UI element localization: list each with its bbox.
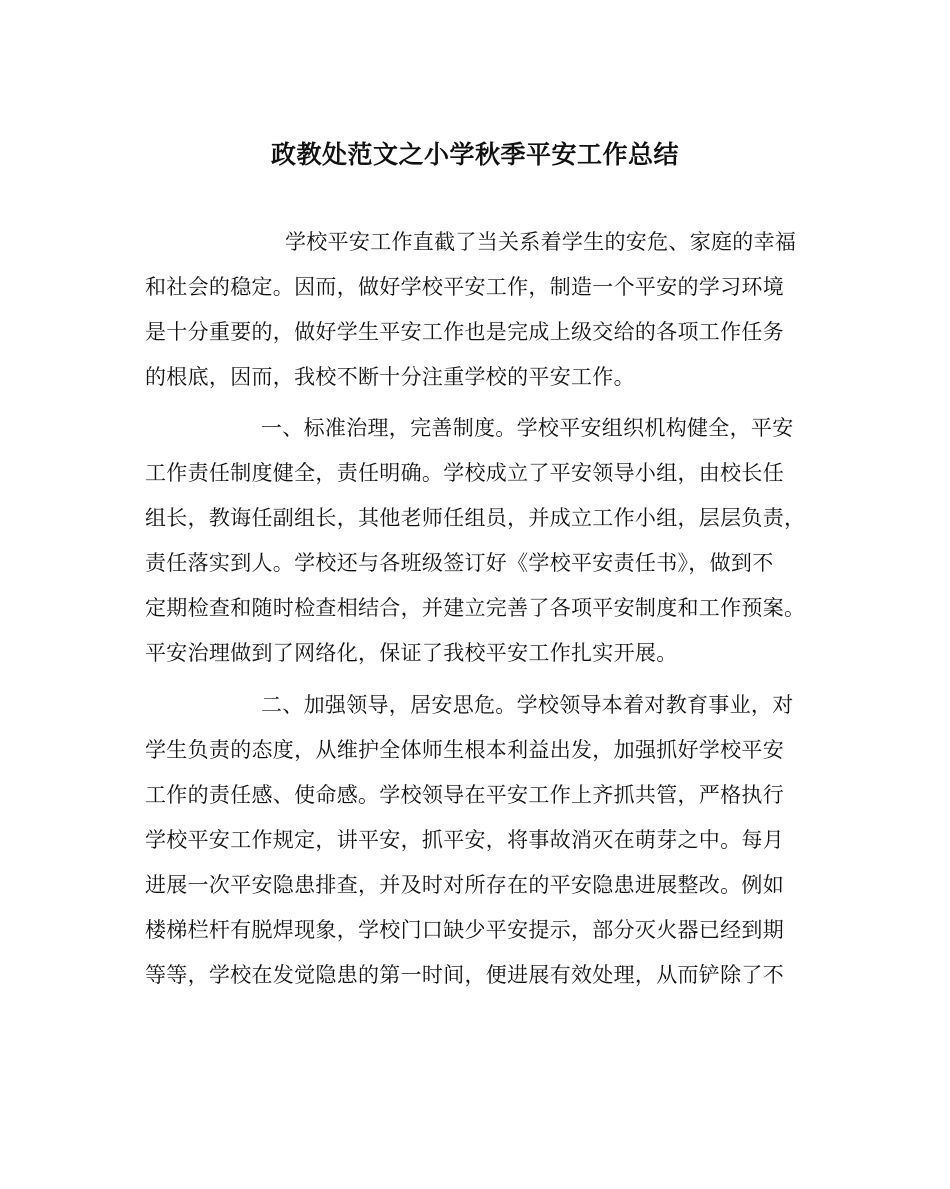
paragraph-line: 是十分重要的，做好学生平安工作也是完成上级交给的各项工作任务: [145, 320, 784, 344]
paragraph-line: 定期检查和随时检查相结合，并建立完善了各项平安制度和工作预案。: [145, 596, 806, 620]
paragraph-line: 的根底，因而，我校不断十分注重学校的平安工作。: [145, 365, 635, 389]
paragraph-line: 学生负责的态度，从维护全体师生根本利益出发，加强抓好学校平安: [145, 738, 784, 762]
paragraph-line: 工作的责任感、使命感。学校领导在平安工作上齐抓共管，严格执行: [145, 783, 784, 807]
paragraph-line: 平安治理做到了网络化，保证了我校平安工作扎实开展。: [145, 641, 678, 665]
paragraph-line: 和社会的稳定。因而，做好学校平安工作，制造一个平安的学习环境: [145, 275, 784, 299]
paragraph-line: 等等，学校在发觉隐患的第一时间，便进展有效处理，从而铲除了不: [145, 963, 784, 987]
paragraph-line: 二、加强领导，居安思危。学校领导本着对教育事业，对: [261, 693, 794, 717]
paragraph-line: 楼梯栏杆有脱焊现象，学校门口缺少平安提示，部分灭火器已经到期: [145, 918, 784, 942]
paragraph-line: 进展一次平安隐患排查，并及时对所存在的平安隐患进展整改。例如: [145, 873, 784, 897]
paragraph-line: 一、标准治理，完善制度。学校平安组织机构健全，平安: [261, 416, 794, 440]
paragraph-line: 学校平安工作直截了当关系着学生的安危、家庭的幸福: [285, 230, 797, 254]
document-title: 政教处范文之小学秋季平安工作总结: [270, 140, 679, 169]
paragraph-line: 工作责任制度健全，责任明确。学校成立了平安领导小组，由校长任: [145, 461, 784, 485]
paragraph-line: 学校平安工作规定，讲平安，抓平安，将事故消灭在萌芽之中。每月: [145, 828, 784, 852]
paragraph-line: 组长，教诲任副组长，其他老师任组员，并成立工作小组，层层负责，: [145, 506, 806, 530]
paragraph-line: 责任落实到人。学校还与各班级签订好《学校平安责任书》，做到不: [145, 551, 774, 575]
